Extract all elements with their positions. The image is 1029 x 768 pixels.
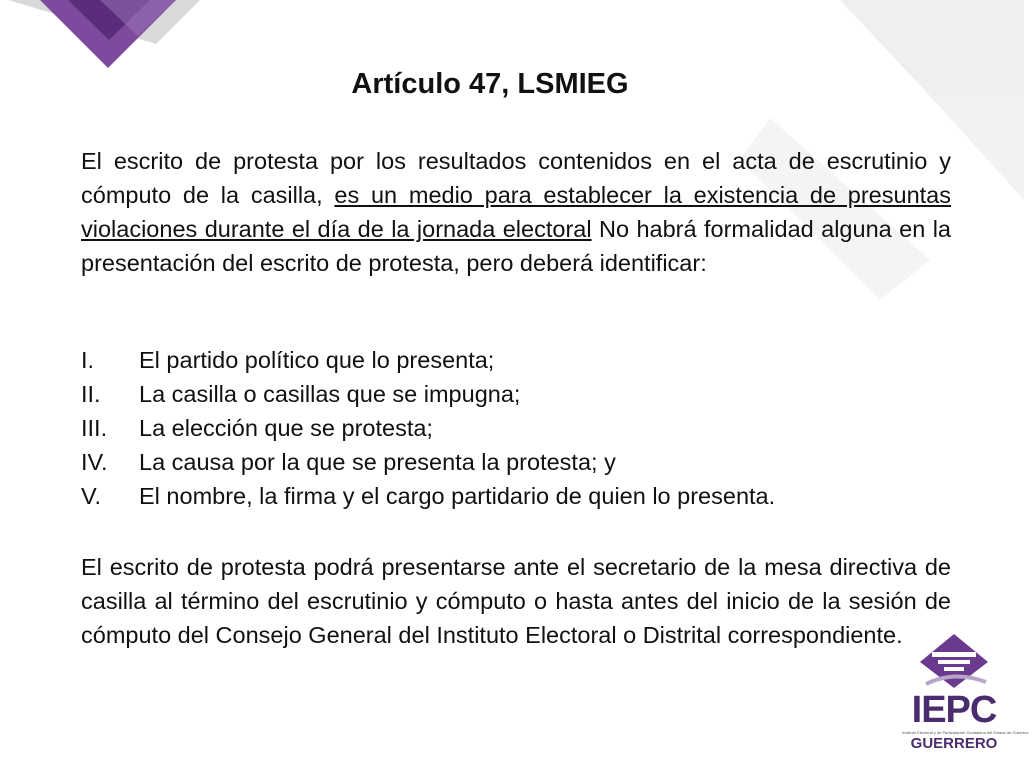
list-item bbox=[81, 479, 951, 513]
list-item bbox=[81, 445, 951, 479]
list-text: La causa por la que se presenta la protesta; y bbox=[139, 449, 616, 475]
intro-paragraph bbox=[81, 144, 951, 280]
logo-mark-icon bbox=[916, 632, 992, 690]
requirements-list bbox=[81, 343, 951, 513]
list-item bbox=[81, 411, 951, 445]
logo-subtitle: Instituto Electoral y de Participación Ciudadana del Estado de Guerrero bbox=[902, 730, 1029, 735]
list-item bbox=[81, 377, 951, 411]
logo-state: GUERRERO bbox=[910, 735, 998, 752]
logo-name: IEPC bbox=[911, 689, 997, 731]
intro-continuation: No habrá formalidad alguna en la presentación del escrito de protesta, pero deberá identificar: bbox=[81, 216, 951, 276]
list-numeral: IV. bbox=[81, 449, 108, 475]
list-numeral: II. bbox=[81, 381, 101, 407]
list-numeral: V. bbox=[81, 483, 102, 509]
intro-text: El escrito de protesta por los resultados contenidos en el acta de escrutinio y cómputo de la casilla, bbox=[81, 148, 951, 208]
closing-paragraph: El escrito de protesta podrá presentarse ante el secretario de la mesa directiva de casilla al término del escrutinio y cómputo o hasta antes del inicio de la sesión de cómputo del Consejo General del Instituto Electoral o Distrital correspondiente. bbox=[81, 554, 951, 648]
list-text: La casilla o casillas que se impugna; bbox=[139, 381, 521, 407]
list-item bbox=[81, 343, 951, 377]
iepc-logo bbox=[898, 632, 1029, 754]
list-text: El nombre, la firma y el cargo partidario de quien lo presenta. bbox=[139, 483, 776, 509]
top-left-chevron bbox=[8, 0, 200, 68]
list-text: La elección que se protesta; bbox=[139, 415, 433, 441]
list-text: El partido político que lo presenta; bbox=[139, 347, 495, 373]
slide-title: Artículo 47, LSMIEG bbox=[351, 68, 629, 100]
list-numeral: III. bbox=[81, 415, 108, 441]
underlined-definition: es un medio para establecer la existencia de presuntas violaciones durante el día de la jornada electoral bbox=[81, 182, 951, 242]
list-numeral: I. bbox=[81, 347, 95, 373]
